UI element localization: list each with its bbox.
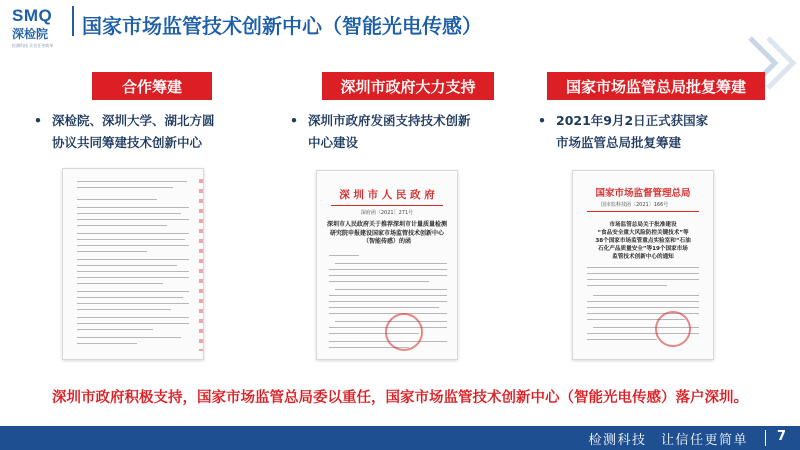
bullet-dot-icon: • [34,113,42,128]
logo-mark: SMQ [12,6,53,25]
summary-statement: 深圳市政府积极支持，国家市场监管总局委以重任，国家市场监管技术创新中心（智能光电传感）落户深圳。 [52,390,748,406]
footer-slogan: 检测科技 让信任更简单 [588,433,748,448]
bullet-line: 2021年9月2日正式获国家 [556,113,709,128]
notice-heading: 国家市场监督管理总局 [595,188,691,199]
banner-shenzhen-support: 深圳市政府大力支持 [322,72,494,100]
bullet-shenzhen-support [288,110,528,154]
samr-notice-image [572,170,714,360]
page-number: 7 [776,429,786,444]
bullet-samr-approval [536,110,776,154]
column-cooperation [32,72,272,154]
banner-cooperation: 合作筹建 [92,72,212,100]
shenzhen-gov-letter-image [316,170,458,360]
notice-red-rule [587,211,699,212]
letter-subject: 深圳市人民政府关于推荐深圳市计量质量检测 研究院申报建设国家市场监管技术创新中心 （智能传感）的函 [327,221,448,245]
notice-subject: 市场监管总局关于批准建设 “食品安全重大风险防控关键技术”等 38个国家市场监管重点实验室和“石油 石化产品质量安全”等19个国家市场 监管技术创新中心的通知 [595,222,691,260]
letter-red-rule [331,205,443,206]
letter-heading: 深 圳 市 人 民 政 府 [339,189,435,201]
red-seal-icon [385,313,423,351]
page-title: 国家市场监管技术创新中心（智能光电传感） [82,14,482,38]
logo-name: 深检院 [12,27,49,41]
bullet-line: 深检院、深圳大学、湖北方圆 [52,113,215,128]
logo [12,6,72,49]
title-accent-bar [72,6,74,36]
letter-reference: 深府函〔2021〕271号 [360,210,414,216]
bullet-line: 深圳市政府发函支持技术创新 [308,113,471,128]
seal-edge-marks [199,179,204,351]
column-samr-approval [536,72,776,154]
agreement-document-image [62,168,204,360]
bullet-line: 协议共同筹建技术创新中心 [52,135,203,150]
column-shenzhen-support [288,72,528,154]
footer-divider [765,430,766,446]
bullet-line: 市场监管总局批复筹建 [556,135,682,150]
footer-bar [0,426,800,450]
bullet-dot-icon: • [538,113,546,128]
banner-samr-approval: 国家市场监管总局批复筹建 [547,72,765,100]
red-seal-icon [655,311,691,347]
bullet-line: 中心建设 [308,135,359,150]
notice-reference: 国市监科技函〔2021〕166号 [601,202,669,208]
bullet-cooperation [32,110,272,154]
bullet-dot-icon: • [290,113,298,128]
logo-slogan: 检测科技 让信任更简单 [12,43,54,48]
